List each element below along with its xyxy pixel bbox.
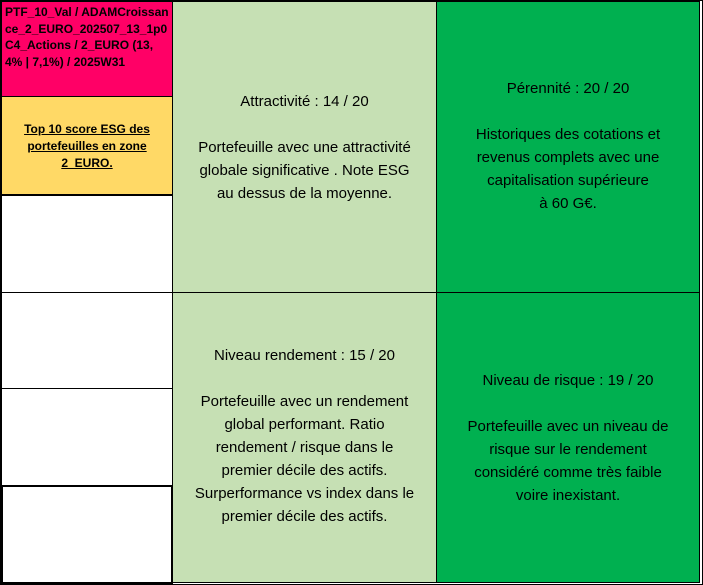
attractivite-heading: Attractivité : 14 / 20 [240, 93, 369, 110]
portfolio-title-cell [1, 1, 173, 97]
rendement-description: Portefeuille avec un rendement global performant. Ratio rendement / risque dans le premier décile des actifs. Surperformance vs index dans le premier décile des actifs. [194, 393, 415, 525]
perennite-cell [436, 1, 700, 294]
attractivite-description: Portefeuille avec une attractivité globale significative . Note ESG au dessus de la moyenne. [198, 139, 411, 202]
risque-cell [436, 292, 700, 583]
risque-heading: Niveau de risque : 19 / 20 [482, 372, 654, 389]
empty-cell-1 [1, 195, 173, 293]
empty-cell-2 [1, 292, 173, 390]
portfolio-title-text: PTF_10_Val / ADAMCroissance_2_EURO_202507_13_1p0 C4_Actions / 2_EURO (13,4% | 7,1%) / 2025W31 [5, 5, 169, 69]
risque-description: Portefeuille avec un niveau de risque sur le rendement considéré comme très faible voire inexistant. [467, 418, 669, 504]
perennite-description: Historiques des cotations et revenus complets avec une capitalisation supérieure à 60 G€. [475, 126, 661, 212]
attractivite-cell [172, 1, 437, 294]
empty-cell-3 [1, 388, 173, 486]
top10-esg-cell [1, 96, 173, 195]
top10-esg-text: Top 10 score ESG des portefeuilles en zone 2_EURO. [24, 122, 150, 170]
rendement-cell [172, 292, 437, 583]
rendement-heading: Niveau rendement : 15 / 20 [214, 347, 395, 364]
perennite-heading: Pérennité : 20 / 20 [506, 80, 630, 97]
empty-cell-4 [1, 485, 173, 584]
